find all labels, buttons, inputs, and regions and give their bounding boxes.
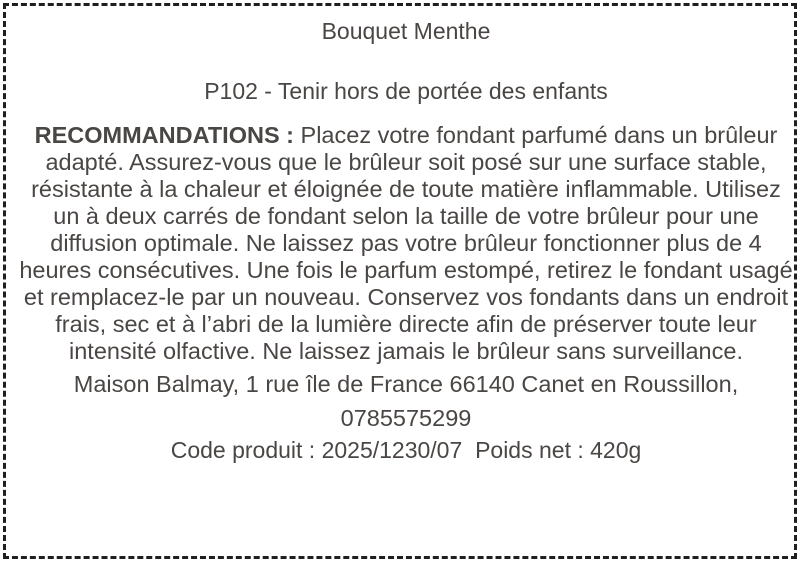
recommendations-heading: RECOMMANDATIONS :: [34, 122, 294, 148]
net-weight: Poids net : 420g: [475, 437, 642, 463]
manufacturer-address: Maison Balmay, 1 rue île de France 66140 Canet en Roussillon, 0785575299: [73, 371, 739, 431]
recommendations-text: Placez votre fondant parfumé dans un brûleur adapté. Assurez-vous que le brûleur soit posé sur une surface stable, résistante à la chaleur et éloignée de toute matière inflammable. Utilisez un à deux carrés de fondant selon la taille de votre brûleur pour une diffusion optimale. Ne laissez pas votre brûleur fonctionner plus de 4 heures consécutives. Une fois le parfum estompé, retirez le fondant usagé et remplacez-le par un nouveau. Conservez vos fondants dans un endroit frais, sec et à l’abri de la lumière directe afin de préserver toute leur intensité olfactive. Ne laissez jamais le brûleur sans surveillance.: [19, 122, 793, 364]
recommendations-paragraph: [19, 122, 793, 365]
product-label: [3, 3, 797, 559]
product-info-line: [19, 435, 793, 465]
label-content: [19, 16, 793, 465]
safety-warning: P102 - Tenir hors de portée des enfants: [204, 78, 608, 104]
product-code: Code produit : 2025/1230/07: [170, 437, 463, 463]
product-name: Bouquet Menthe: [321, 18, 491, 44]
